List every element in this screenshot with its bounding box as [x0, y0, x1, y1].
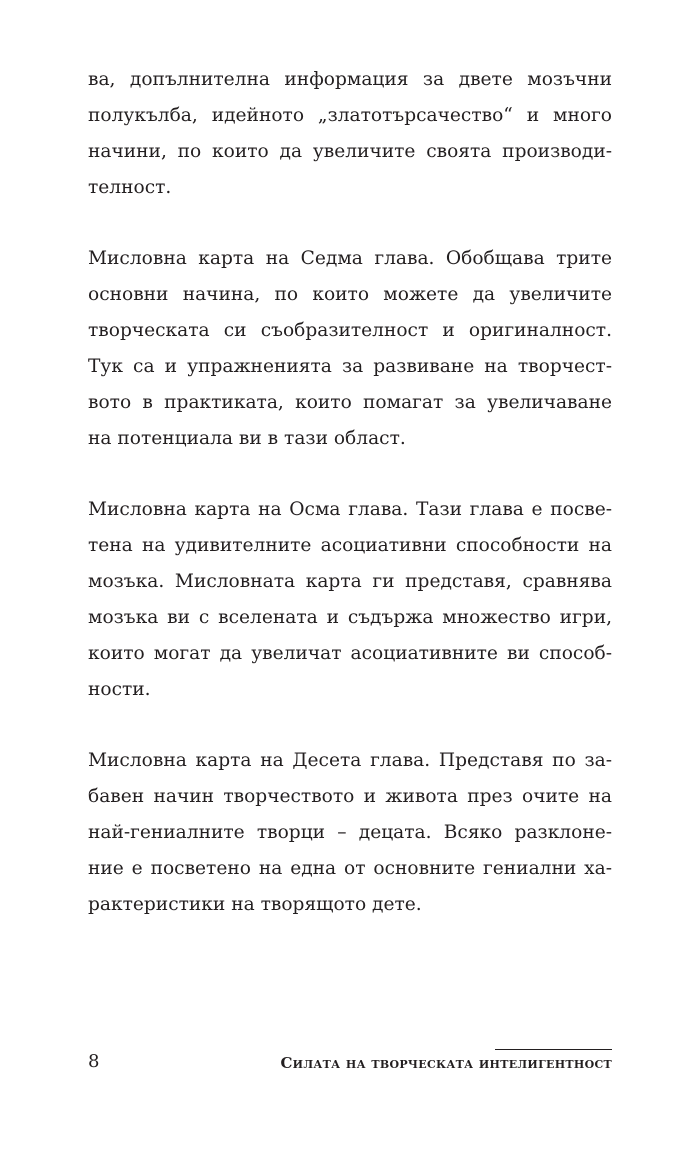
- text-line: начини, по които да увеличите своята производи-: [88, 141, 612, 162]
- footer-rule: [495, 1049, 612, 1050]
- text-line: ние е посветено на една от основните гениални ха-: [88, 858, 612, 879]
- paragraph-3: [88, 492, 612, 708]
- text-line: творческата си съобразителност и оригиналност.: [88, 320, 612, 341]
- text-line: Мисловна карта на Десета глава. Представя по за-: [88, 750, 612, 771]
- text-line: мозъка ви с вселената и съдържа множество игри,: [88, 607, 612, 628]
- paragraph-1: [88, 62, 612, 206]
- text-line: ности.: [88, 679, 151, 700]
- text-line: ва, допълнителна информация за двете мозъчни: [88, 69, 612, 90]
- paragraph-2: [88, 241, 612, 457]
- text-line: мозъка. Мисловната карта ги представя, сравнява: [88, 571, 612, 592]
- text-line: вото в практиката, които помагат за увеличаване: [88, 392, 612, 413]
- text-line: основни начина, по които можете да увеличите: [88, 284, 612, 305]
- text-line: на потенциала ви в тази област.: [88, 428, 406, 449]
- text-line: телност.: [88, 177, 172, 198]
- paragraph-4: [88, 743, 612, 923]
- text-line: бавен начин творчеството и живота през очите на: [88, 786, 612, 807]
- text-line: най-гениалните творци – децата. Всяко разклоне-: [88, 822, 612, 843]
- page-number: 8: [88, 1051, 100, 1072]
- body-text: [88, 62, 612, 958]
- running-title: Силата на творческата интелигентност: [280, 1054, 612, 1072]
- text-line: полукълба, идейното „златотърсачество“ и много: [88, 105, 612, 126]
- text-line: тена на удивителните асоциативни способности на: [88, 535, 612, 556]
- text-line: Мисловна карта на Седма глава. Обобщава трите: [88, 248, 612, 269]
- text-line: които могат да увеличат асоциативните ви способ-: [88, 643, 612, 664]
- text-line: Мисловна карта на Осма глава. Тази глава е посве-: [88, 499, 612, 520]
- text-line: рактеристики на творящото дете.: [88, 894, 422, 915]
- text-line: Тук са и упражненията за развиване на творчест-: [88, 356, 612, 377]
